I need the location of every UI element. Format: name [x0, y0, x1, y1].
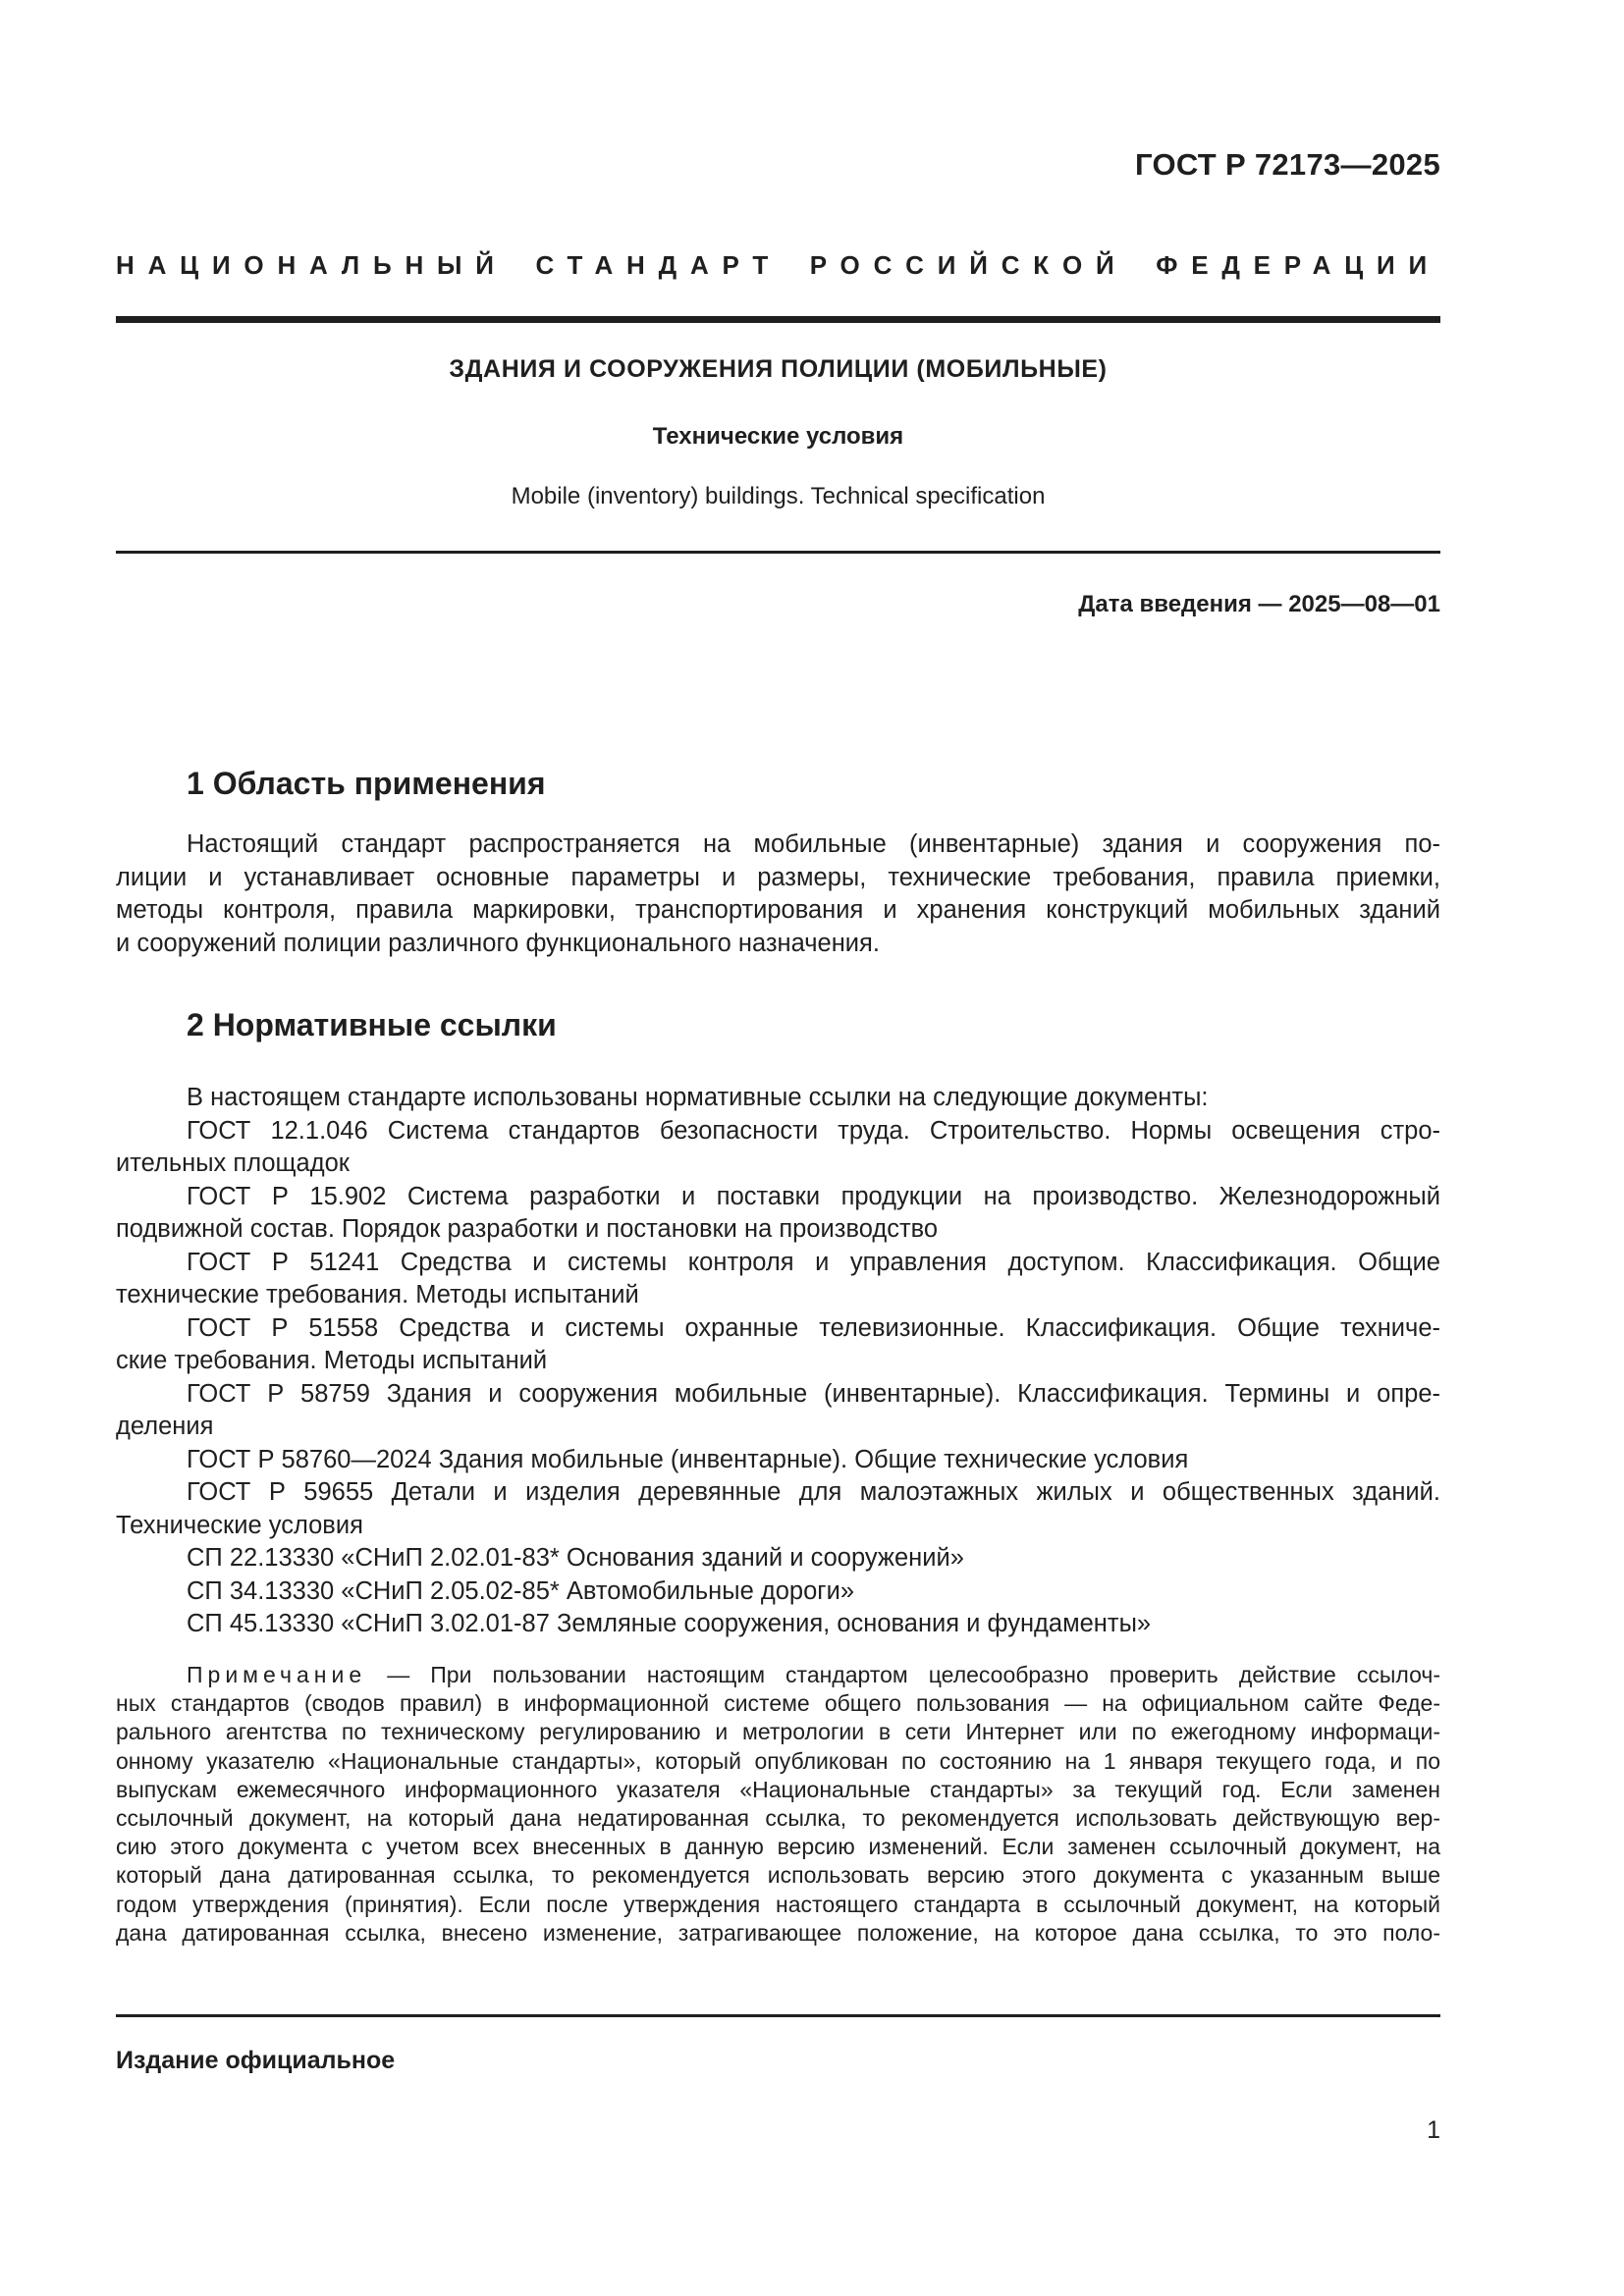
reference-line: ГОСТ Р 15.902 Система разработки и поставки продукции на производство. Железнодорожный: [187, 1182, 1440, 1210]
normative-references: [116, 1082, 1440, 1641]
edition-label: Издание официальное: [116, 2047, 396, 2074]
reference-line: СП 22.13330 «СНиП 2.02.01-83* Основания зданий и сооружений»: [187, 1544, 964, 1572]
reference-item: [116, 1444, 1440, 1477]
note-line: дана датированная ссылка, внесено изменение, затрагивающее положение, на которое дана ссылка, то это поло-: [116, 1919, 1440, 1946]
reference-item: [116, 1575, 1440, 1609]
title-divider: [116, 551, 1440, 554]
reference-line: ГОСТ 12.1.046 Система стандартов безопасности труда. Строительство. Нормы освещения стро-: [187, 1116, 1440, 1145]
reference-line: СП 45.13330 «СНиП 3.02.01-87 Земляные сооружения, основания и фундаменты»: [187, 1610, 1152, 1637]
note-label: Примечание: [187, 1662, 367, 1687]
document-number: ГОСТ Р 72173—2025: [1135, 147, 1440, 182]
paragraph-line: и сооружений полиции различного функционального назначения.: [116, 929, 880, 957]
reference-item: [116, 1378, 1440, 1444]
reference-line: ГОСТ Р 51241 Средства и системы контроля и управления доступом. Классификация. Общие: [187, 1248, 1440, 1276]
document-title: ЗДАНИЯ И СООРУЖЕНИЯ ПОЛИЦИИ (МОБИЛЬНЫЕ): [449, 355, 1108, 383]
references-intro: В настоящем стандарте использованы нормативные ссылки на следующие документы:: [187, 1084, 1209, 1111]
section-1-paragraph: [116, 828, 1440, 960]
footer-divider: [116, 2014, 1440, 2017]
note-line: сию этого документа с учетом всех внесенных в данную версию изменений. Если заменен ссылочный документ, на: [116, 1834, 1440, 1860]
section-2-heading: 2 Нормативные ссылки: [187, 1007, 557, 1042]
note-line: [116, 1661, 1440, 1689]
reference-item: [116, 1542, 1440, 1575]
note-line: выпускам ежемесячного информационного указателя «Национальные стандарты» за текущий год. Если заменен: [116, 1776, 1440, 1802]
reference-line: Технические условия: [116, 1511, 363, 1539]
header-divider: [116, 316, 1440, 323]
note-line: рального агентства по техническому регулированию и метрологии в сети Интернет или по ежегодному информаци-: [116, 1719, 1440, 1745]
reference-line: ГОСТ Р 51558 Средства и системы охранные телевизионные. Классификация. Общие техниче-: [187, 1313, 1440, 1342]
reference-line: подвижной состав. Порядок разработки и постановки на производство: [116, 1215, 939, 1243]
reference-item: [116, 1608, 1440, 1641]
note-line: годом утверждения (принятия). Если после утверждения настоящего стандарта в ссылочный документ, на который: [116, 1891, 1440, 1917]
note-line: онному указателю «Национальные стандарты», который опубликован по состоянию на 1 января текущего года, и по: [116, 1747, 1440, 1774]
standard-type-line: НАЦИОНАЛЬНЫЙ СТАНДАРТ РОССИЙСКОЙ ФЕДЕРАЦИИ: [116, 250, 1440, 280]
reference-line: ские требования. Методы испытаний: [116, 1347, 548, 1374]
reference-line: ГОСТ Р 58760—2024 Здания мобильные (инвентарные). Общие технические условия: [187, 1445, 1189, 1473]
page-number: 1: [1427, 2116, 1440, 2144]
reference-line: ительных площадок: [116, 1149, 350, 1177]
reference-item: [116, 1115, 1440, 1181]
reference-line: технические требования. Методы испытаний: [116, 1281, 639, 1308]
paragraph-line: методы контроля, правила маркировки, транспортирования и хранения конструкций мобильных зданий: [116, 896, 1440, 924]
reference-item: [116, 1476, 1440, 1542]
note-block: [116, 1661, 1440, 1948]
paragraph-line: Настоящий стандарт распространяется на мобильные (инвентарные) здания и сооружения по-: [187, 830, 1440, 858]
reference-line: ГОСТ Р 59655 Детали и изделия деревянные для малоэтажных жилых и общественных зданий.: [187, 1478, 1440, 1506]
section-1-heading: 1 Область применения: [187, 766, 546, 801]
note-line: ссылочный документ, на который дана недатированная ссылка, то рекомендуется использовать действующую вер-: [116, 1805, 1440, 1832]
reference-line: СП 34.13330 «СНиП 2.05.02-85* Автомобильные дороги»: [187, 1576, 855, 1605]
reference-item: [116, 1312, 1440, 1378]
note-line: который дана датированная ссылка, то рекомендуется использовать версию этого документа с указанным выше: [116, 1862, 1440, 1889]
reference-item: [116, 1181, 1440, 1247]
reference-line: ГОСТ Р 58759 Здания и сооружения мобильные (инвентарные). Классификация. Термины и опре-: [187, 1379, 1440, 1408]
english-title: Mobile (inventory) buildings. Technical specification: [511, 483, 1046, 509]
paragraph-line: лиции и устанавливает основные параметры и размеры, технические требования, правила приемки,: [116, 863, 1440, 891]
effective-date: Дата введения — 2025—08—01: [1078, 591, 1440, 617]
note-line: ных стандартов (сводов правил) в информационной системе общего пользования — на официальном сайте Феде-: [116, 1690, 1440, 1717]
note-text: — При пользовании настоящим стандартом целесообразно проверить действие ссылоч-: [366, 1662, 1440, 1687]
document-subtitle: Технические условия: [652, 423, 904, 450]
reference-item: [116, 1247, 1440, 1312]
reference-line: деления: [116, 1413, 214, 1440]
